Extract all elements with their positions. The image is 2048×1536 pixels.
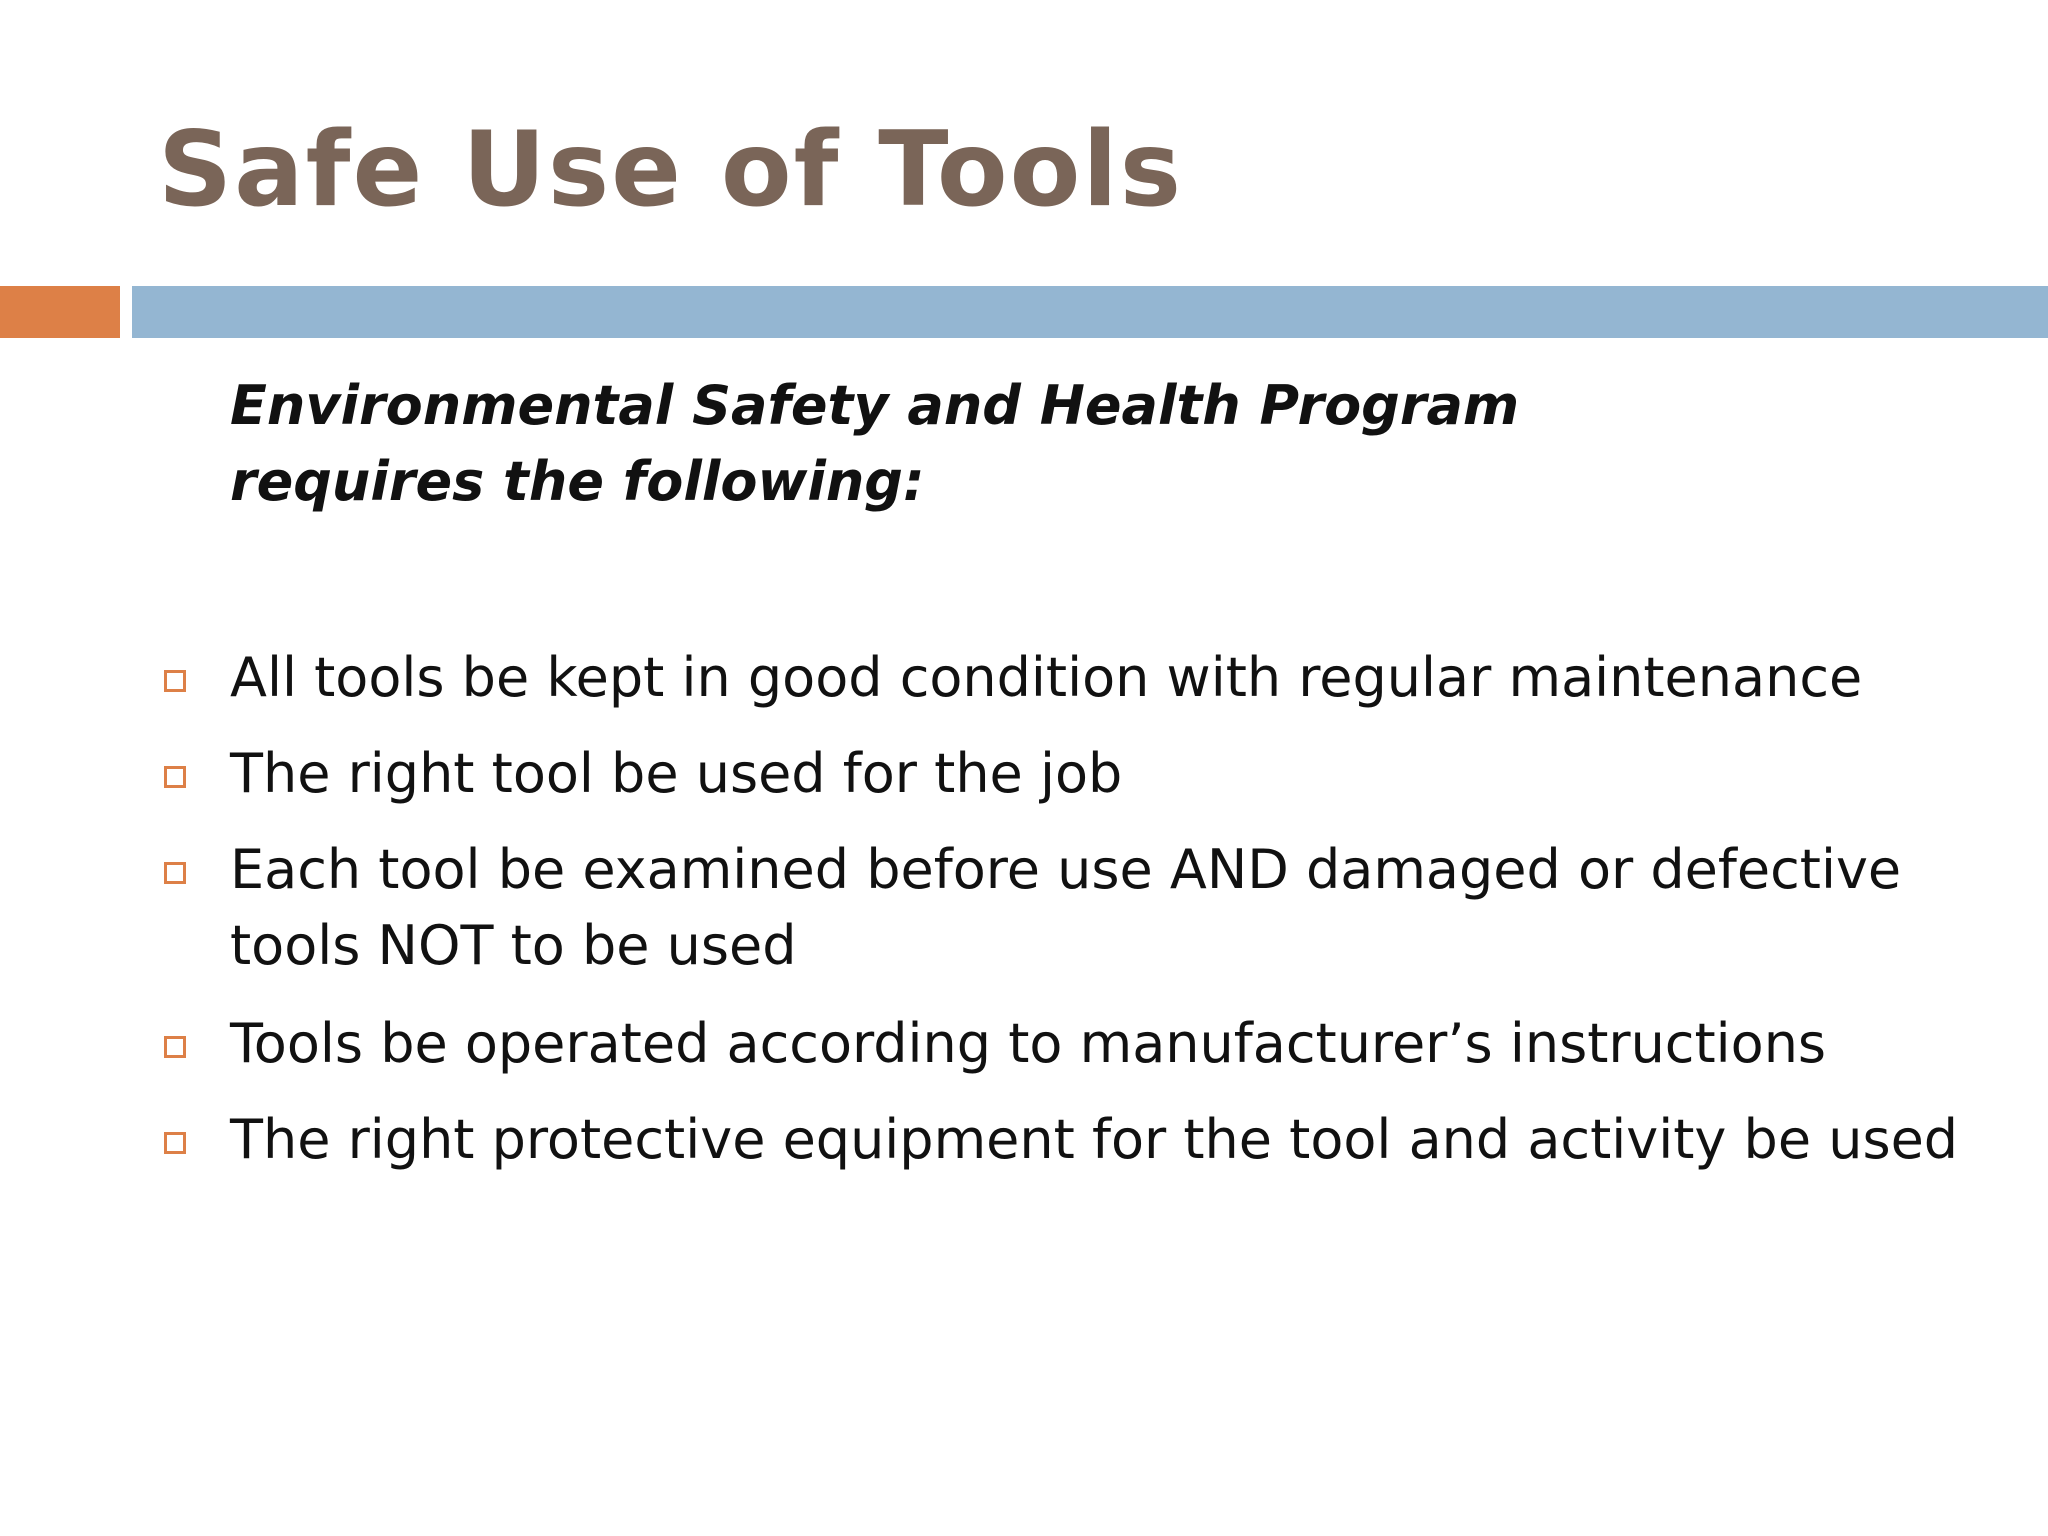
hollow-square-bullet-icon <box>164 862 186 884</box>
bullet-text: All tools be kept in good condition with regular maintenance <box>230 646 1863 709</box>
intro-text: Environmental Safety and Health Program requires the following: <box>230 374 1520 513</box>
hollow-square-bullet-icon <box>164 766 186 788</box>
bullet-text: The right tool be used for the job <box>230 742 1123 805</box>
hollow-square-bullet-icon <box>164 1132 186 1154</box>
hollow-square-bullet-icon <box>164 1036 186 1058</box>
bullet-text: Tools be operated according to manufacturer’s instructions <box>230 1012 1827 1075</box>
slide-title: Safe Use of Tools <box>158 110 1184 230</box>
hollow-square-bullet-icon <box>164 670 186 692</box>
bullet-text: Each tool be examined before use AND damaged or defective tools NOT to be used <box>230 838 1902 977</box>
bullet-text: The right protective equipment for the tool and activity be used <box>230 1108 1959 1171</box>
